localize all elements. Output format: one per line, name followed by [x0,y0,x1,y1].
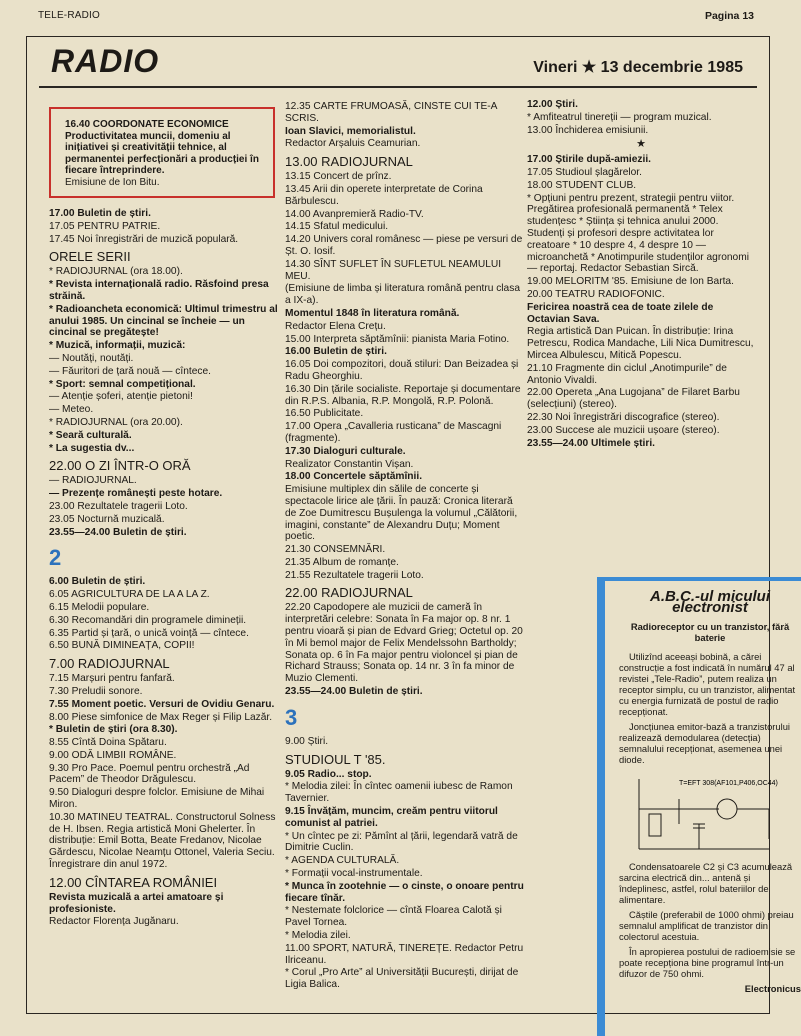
box-author: Emisiune de Ion Bitu. [65,176,160,188]
program-entry: 15.00 Interpreta săptămînii: pianista Maria Fotino. [285,333,510,345]
column-1 [49,103,285,929]
program-entry: * Un cîntec pe zi: Pămînt al țării, legendară vatră de Dimitrie Cuclin. [285,830,518,854]
section-date: Vineri ★ 13 decembrie 1985 [533,59,743,76]
program-entry: 6.30 Recomandări din programele dimineții. [49,614,247,626]
program-entry: 23.55—24.00 Buletin de știri. [49,526,187,538]
program-entry: 6.15 Melodii populare. [49,601,150,613]
program-entry: Redactor Arșaluis Ceamurian. [285,138,421,150]
program-entry: 18.00 STUDENT CLUB. [527,179,637,191]
program-entry: * Corul „Pro Arte” al Universității București, dirijat de Ligia Balica. [285,967,519,991]
program-entry: 6.35 Partid și țară, o unică voință — cîntece. [49,627,249,639]
program-entry: * Seară culturală. [49,429,132,441]
program-entry: 11.00 SPORT, NATURĂ, TINEREȚE. Redactor Petru Ilriceanu. [285,942,524,966]
circuit-diagram [619,769,789,859]
program-entry: 7.55 Moment poetic. Versuri de Ovidiu Genaru. [49,698,275,710]
program-entry: 23.55—24.00 Ultimele știri. [527,437,655,449]
program-entry: * Opțiuni pentru prezent, strategii pentru viitor. Pregătirea profesională permanentă * Telex studențesc * Știința și tehnica anului 2000. Studenți și profesori despre activitatea lor creatoare * 10 despre 4, 4 despre 10 — microanchetă * Anotimpurile studenților agronomi — reportaj. Redactor Sebastian Sircă. [527,192,749,275]
program-entry: 19.00 MELORITM '85. Emisiune de Ion Barta. [527,276,734,288]
program-entry: * Buletin de știri (ora 8.30). [49,724,178,736]
program-entry: * Nestemate folclorice — cîntă Floarea Calotă și Pavel Tornea. [285,905,502,929]
program-entry: * Muzică, informații, muzică: [49,340,186,352]
program-entry: 9.15 Învățăm, muncim, creăm pentru viitorul comunist al patriei. [285,806,498,829]
program-entry: 16.50 Publicitate. [285,408,364,420]
program-entry: Redactor Elena Crețu. [285,320,386,332]
article-paragraph: Căștile (preferabil de 1000 ohmi) preiau semnalul amplificat de tranzistor din colectorul acestuia. [619,909,794,942]
box-text: Productivitatea muncii, domeniu al inițiativei și creativității tehnice, al permanentei perfecționări a producției în fiecare întreprindere. [65,130,259,176]
program-entry: 7.30 Preludii sonore. [49,685,143,697]
program-2-continued-list [285,101,525,698]
program-entry: 17.30 Dialoguri culturale. [285,445,406,457]
program-entry: 21.30 CONSEMNĂRI. [285,544,386,556]
program-entry: 14.00 Avanpremieră Radio-TV. [285,208,424,220]
program-entry: 8.55 Cîntă Doina Spătaru. [49,737,167,749]
program-entry: 10.30 MATINEU TEATRAL. Constructorul Solness de H. Ibsen. Regia artistică Moni Ghelerter. În distribuție: Emil Botta, Beate Fredanov, Nicolae Gărdescu, Nicolae Neamțu Ottonel, Valeria Seciu. Înregistrare din anul 1972. [49,811,276,871]
electronics-article [597,577,801,1036]
program-entry: * Radioancheta economică: Ultimul trimestru al anului 1985. Un cincinal se încheie — un cincinal se pregătește! [49,303,278,339]
program-entry: 22.30 Noi înregistrări discografice (stereo). [527,411,720,423]
program-entry: * RADIOJURNAL (ora 18.00). [49,266,183,278]
program-3-continued-list [527,99,755,449]
program-entry: 9.05 Radio... stop. [285,768,372,780]
article-paragraph: Joncțiunea emitor-bază a tranzistorului realizează demodularea (detecția) semnalului recepționat, asemenea unei diode. [619,721,791,765]
program-3-list [285,736,525,991]
program-entry: Revista muzicală a artei amatoare și profesioniste. [49,891,224,915]
program-entry: 17.05 PENTRU PATRIE. [49,220,161,232]
title-rule [39,86,757,88]
program-entry: Regia artistică Dan Puican. În distribuție: Irina Petrescu, Rodica Mandache, Lili Nica Dumitrescu, Mircea Albulescu, Mitică Popescu. [527,326,754,361]
program-entry: 9.00 Știri. [285,735,329,747]
program-entry: Realizator Constantin Vișan. [285,458,414,470]
program-entry: * Amfiteatrul tinereții — program muzical. [527,111,712,123]
program-entry: 23.00 Rezultatele tragerii Loto. [49,500,188,512]
program-entry: — Meteo. [49,404,94,416]
highlight-box [49,107,275,198]
article-paragraph: Utilizînd aceeași bobină, a cărei construcție a fost indicată în numărul 47 al revistei „Tele-Radio”, putem realiza un receptor simplu, cu un tranzistor, alimentat cu energia furnizată de postul de radio recepționat. [619,651,796,717]
page-frame [26,36,801,1014]
program-entry: Momentul 1848 în literatura română. [285,307,460,319]
program-entry: * AGENDA CULTURALĂ. [285,855,400,867]
circuit-lines [639,779,769,849]
program-3-number: 3 [285,704,298,730]
program-entry: 23.00 Succese ale muzicii ușoare (stereo). [527,424,720,436]
program-entry: 13.00 Închiderea emisiunii. [527,124,649,136]
program-entry: 18.00 Concertele săptămînii. [285,471,423,483]
program-entry: Emisiune multiplex din sălile de concerte și spectacole lirice ale țării. În pauză: Cronica literară de Zoe Dumitrescu Bușulenga la volumul „Călătorii, imagini, constante” de Alexandru Duțu; Moment poetic. [285,484,518,543]
section-title: RADIO [51,43,160,79]
page-number: Pagina 13 [704,10,754,22]
program-entry: Fericirea noastră cea de toate zilele de Octavian Sava. [527,301,714,325]
program-entry: 6.05 AGRICULTURA DE LA A LA Z. [49,589,210,601]
program-entry: 21.35 Album de romanțe. [285,556,399,568]
program-entry: 17.00 Știrile după-amiezii. [527,154,651,166]
program-entry: * La sugestia dv... [49,442,135,454]
program-entry: 23.55—24.00 Buletin de știri. [285,686,423,698]
program-entry: 9.50 Dialoguri despre folclor. Emisiune de Mihai Miron. [49,787,265,811]
program-entry: * RADIOJURNAL (ora 20.00). [49,416,183,428]
program-entry: * Melodia zilei. [285,930,351,942]
article-paragraph: În apropierea postului de radioemisie se poate recepționa bine programul într-un difuzor de 750 ohmi. [619,946,796,979]
program-entry: * Formații vocal-instrumentale. [285,868,423,880]
program-entry: 20.00 TEATRU RADIOFONIC. [527,288,665,300]
program-2-list [49,576,285,928]
program-entry: 17.00 Buletin de știri. [49,208,151,219]
program-entry: 22.00 Opereta „Ana Lugojana” de Filaret Barbu (selecțiuni) (stereo). [527,387,740,411]
program-entry: 12.35 CARTE FRUMOASĂ, CINSTE CUI TE-A SCRIS. [285,101,497,124]
program-entry: 13.45 Arii din operete interpretate de Corina Bărbulescu. [285,183,483,207]
program-entry: 12.00 Știri. [527,99,578,110]
program-entry: 12.00 CÎNTAREA ROMÂNIEI [49,874,218,890]
program-entry: — Noutăți, noutăți. [49,352,134,364]
program-entry: 6.00 Buletin de știri. [49,576,146,588]
program-entry: — Atenție șoferi, atenție pietoni! [49,391,193,403]
program-entry: * Munca în zootehnie — o cinste, o onoare pentru fiecare tînăr. [285,880,524,904]
program-entry: 14.15 Sfatul medicului. [285,221,389,233]
program-entry: 7.15 Marșuri pentru fanfară. [49,673,175,685]
article-paragraph: Condensatoarele C2 și C3 acumulează sarcina electrică din... antenă și îndeplinesc, astfel, rolul bateriilor de alimentare. [619,861,793,905]
program-entry: ORELE SERII [49,249,131,265]
program-entry: 22.00 RADIOJURNAL [285,585,413,601]
program-entry: 17.45 Noi înregistrări de muzică populară. [49,233,239,245]
program-entry: * Melodia zilei: În cîntec oamenii iubesc de Ramon Tavernier. [285,781,513,805]
article-title: A.B.C.-ul micului electronist [650,588,770,616]
program-entry: 9.00 ODĂ LIMBII ROMÂNE. [49,749,177,761]
program-entry: — RADIOJURNAL. [49,475,137,487]
program-entry: 13.00 RADIOJURNAL [285,154,413,170]
program-entry: STUDIOUL T '85. [285,751,386,767]
box-title: 16.40 COORDONATE ECONOMICE [65,119,229,130]
program-entry: * Sport: semnal competițional. [49,378,196,390]
program-entry: 16.30 Din țările socialiste. Reportaje și documentare din R.P.S. Albania, R.P. Mongolă, R.P. Polonă. [285,383,521,407]
program-entry: 13.15 Concert de prînz. [285,171,392,183]
program-entry: 21.10 Fragmente din ciclul „Anotimpurile” de Antonio Vivaldi. [527,362,727,386]
program-entry: 16.00 Buletin de știri. [285,346,387,358]
article-subtitle: Radioreceptor cu un tranzistor, fără baterie [630,621,790,643]
program-entry: 9.30 Pro Pace. Poemul pentru orchestră „Ad Pacem” de Theodor Drăgulescu. [49,762,250,786]
program-entry: 7.00 RADIOJURNAL [49,656,170,672]
program-entry: 6.50 BUNĂ DIMINEAȚA, COPII! [49,640,195,652]
column-2 [285,101,525,992]
program-entry: ★ [636,138,646,151]
program-entry: 14.30 SÎNT SUFLET ÎN SUFLETUL NEAMULUI MEU. [285,258,502,282]
column-3 [527,99,755,450]
circuit-label: T=EFT 308(AF101,P406,OC44) [679,780,778,787]
page-header [38,10,754,26]
article-signature: Electronicus [744,983,801,994]
program-entry: 8.00 Piese simfonice de Max Reger și Filip Lazăr. [49,711,273,723]
program-2-number: 2 [49,545,62,571]
magazine-name: TELE-RADIO [38,10,101,21]
program-entry: 22.00 O ZI ÎNTR-O ORĂ [49,458,191,474]
program-entry: * Revista internațională radio. Răsfoind presa străină. [49,279,269,302]
program-entry: Redactor Florența Jugănaru. [49,916,179,928]
program-entry: 16.05 Doi compozitori, două stiluri: Dan Beizadea și Radu Gheorghiu. [285,359,519,382]
program-entry: 21.55 Rezultatele tragerii Loto. [285,569,424,581]
program-entry: 22.20 Capodopere ale muzicii de cameră în interpretări celebre: Sonata în Fa major op. 8 nr. 1 pentru vioară și pian de Edvard Grieg; Octetul op. 20 în Mi bemol major de Felix Mendelssohn Bartholdy; Sonata op. 6 în Fa major pentru violoncel și pian de Richard Strauss; Sonata op. 14 nr. 3 în fa minor de Muzio Clementi. [285,602,523,685]
program-entry: 17.00 Opera „Cavalleria rusticana” de Mascagni (fragmente). [285,421,502,444]
program-entry: — Făuritori de țară nouă — cîntece. [49,365,211,377]
program-entry: Ioan Slavici, memorialistul. [285,125,416,137]
program-entry: — Prezențe românești peste hotare. [49,488,223,500]
program-entry: (Emisiune de limba și literatura română pentru clasa a IX-a). [285,283,520,307]
program-1-list [49,208,285,538]
program-entry: 23.05 Nocturnă muzicală. [49,513,165,525]
program-entry: 14.20 Univers coral românesc — piese pe versuri de Șt. O. Iosif. [285,234,523,257]
program-entry: 17.05 Studioul șlagărelor. [527,166,642,178]
